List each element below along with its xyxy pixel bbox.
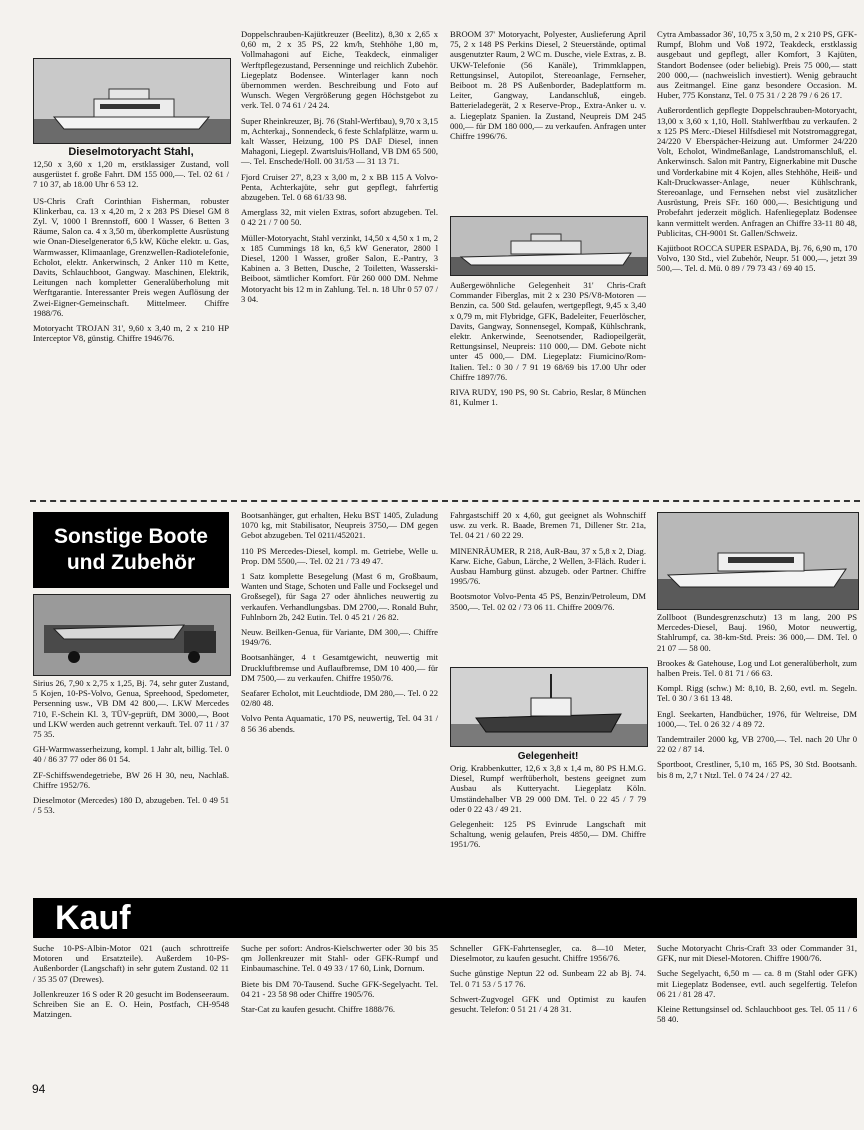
col3-top — [450, 29, 646, 146]
kauf-title: Kauf — [55, 899, 131, 937]
classified-ad: Seafarer Echolot, mit Leuchtdiode, DM 280,—. Tel. 0 22 02/80 48. — [241, 688, 438, 709]
classified-ad: 1 Satz komplette Besegelung (Mast 6 m, Großbaum, Wanten und Stage, Schoten und Falle und Focksegel und Großsegel), für Saga 27 oder ähnliches neuwertig zu verkaufen. Verhandlungsbas. DM 2700,—. Ronald Buhr, Fuhlnborn 2b, 242 Eutin. Tel. 0 45 21 / 26 82. — [241, 571, 438, 622]
classified-ad: Volvo Penta Aquamatic, 170 PS, neuwertig, Tel. 04 31 / 8 56 36 abends. — [241, 713, 438, 734]
kauf-col3 — [450, 943, 646, 1019]
classified-ad: US-Chris Craft Corinthian Fisherman, robuster Klinkerbau, ca. 13 x 4,20 m, 2 x 283 PS Diesel GM 8 Zyl. V, 1000 l Brennstoff, 600 l Wasser, 6 Betten 3 Räume, Salon ca. 4 x 3,50 m, überkomplette Ausrüstung wie Onan-Dieselgenerator 6,5 kW, Küche elektr. u. Gas, Warmwasser, Klimaanlage, Grenzwellen-Radiotelefonie, Echolot, elektr. Ankerwinsch, 2 Anker 110 m Kette, Davits, Schlauchboot, Gangway. Maschinen, Elektrik, Leitungen nach kompletter Generalüberholung mit Werftgarantie. Interessanter Preis wegen Auflösung der Zwei-Eigner-Gemeinschaft. Mittelmeer. Chiffre 1988/76. — [33, 195, 229, 318]
col2-top — [241, 29, 438, 309]
kauf-col2 — [241, 943, 438, 1019]
krabbenkutter-photo — [450, 667, 648, 747]
header-line: Sonstige Boote — [53, 525, 208, 548]
classified-ad: Schwert-Zugvogel GFK und Optimist zu kaufen gesucht. Telefon: 0 51 21 / 4 28 31. — [450, 993, 646, 1015]
col3-middle-lower — [450, 750, 646, 855]
classified-ad: Kleine Rettungsinsel od. Schlauchboot ges. Tel. 05 11 / 6 58 40. — [657, 1004, 857, 1025]
classified-ad: Bootsmotor Volvo-Penta 45 PS, Benzin/Petroleum, DM 3500,—. Tel. 02 02 / 73 06 11. Chiffre 2009/76. — [450, 591, 646, 612]
zollboot-photo — [657, 512, 859, 610]
ad-text: 12,50 x 3,60 x 1,20 m, erstklassiger Zustand, voll ausgerüstet f. große Fahrt. DM 155 000,—. Tel. 02 61 / 7 10 37, ab 18.00 Uhr 6 53 12. — [33, 159, 229, 190]
classified-ad: Motoryacht TROJAN 31', 9,60 x 3,40 m, 2 x 210 HP Interceptor V8, günstig. Chiffre 1946/76. — [33, 323, 229, 344]
classified-ad: Außergewöhnliche Gelegenheit 31' Chris-Craft Commander Fiberglas, mit 2 x 230 PS/V8-Motoren — Benzin, ca. 500 Std. gelaufen, wertgepflegt, 9,45 x 3,40 x 0,79 m, mit Flybridge, GFK, Badeleiter, Feuerlöscher, Davits, Gangway, Sonnensegel, Kompaß, Kühlschrank, elektr. Ankerwinde, Seenotsender, Radiopeilgerät, Rettungsinsel, Neupreis: 110 000,— DM. Gebote nicht unter 45 000,— DM. Liegeplatz: Fiumicino/Rom-Italien. Tel.: 0 30 / 7 91 19 68/69 bis 17.00 Uhr oder Chiffre 1897/76. — [450, 280, 646, 382]
classified-ad: Cytra Ambassador 36', 10,75 x 3,50 m, 2 x 210 PS, GFK-Rumpf, Blohm und Voß 1972, Teakdeck, erstklassig ausgebaut und gepflegt, aller Komfort, 3 Kajüten, Standort Bodensee (oder beliebig). Preis 75 000,— statt 200 000,— (nachweislich investiert). Wenig gebraucht aus Zeitmangel. Eine ganz besondere Occasion. M. Huber, 775 Konstanz, Tel. 0 75 31 / 2 28 79 / 6 26 17. — [657, 29, 857, 101]
classified-ad: Biete bis DM 70-Tausend. Suche GFK-Segelyacht. Tel. 04 21 - 23 58 98 oder Chiffre 1905/76. — [241, 978, 438, 999]
cruiser-photo — [450, 216, 648, 276]
page-number: 94 — [32, 1082, 46, 1096]
classified-ad: Jollenkreuzer 16 S oder R 20 gesucht im Bodenseeraum. Schreiben Sie an E. O. Hein, Postfach, CH-9548 Matzingen. — [33, 988, 229, 1020]
col3-middle — [450, 510, 646, 617]
classified-ad: RIVA RUDY, 190 PS, 90 St. Cabrio, Reslar, 8 München 81, Kulmer 1. — [450, 387, 646, 408]
classified-ad: Schneller GFK-Fahrtensegler, ca. 8—10 Meter, Dieselmotor, zu kaufen gesucht. Chiffre 1956/76. — [450, 943, 646, 964]
classified-ad: Fjord Cruiser 27', 8,23 x 3,00 m, 2 x BB 115 A Volvo-Penta, Achterkajüte, sehr gut gepflegt, fahrfertig abzugeben. Tel. 0 68 61/33 98. — [241, 171, 438, 203]
col1-middle — [33, 678, 229, 820]
header-line: und Zubehör — [66, 551, 196, 574]
classified-ad: Engl. Seekarten, Handbücher, 1976, für Weltreise, DM 1000,—. Tel. 0 26 32 / 4 89 72. — [657, 708, 857, 729]
yacht-photo — [33, 58, 231, 144]
classified-ad: Gelegenheit: 125 PS Evinrude Langschaft mit Schaltung, wenig gelaufen, Preis 4850,— DM. Chiffre 1951/76. — [450, 819, 646, 850]
classified-ad: Sirius 26, 7,90 x 2,75 x 1,25, Bj. 74, sehr guter Zustand, 5 Kojen, 10-PS-Volvo, Genua, Spreehood, Spedometer, Persenning usw., VB DM 42 800,—. LKW Mercedes 710, F.-Schein Kl. 3, TÜV-geprüft, DM 3000,—, Boot und LKW werden auch getrennt verkauft. Tel. 07 11 / 37 75 35. — [33, 678, 229, 740]
classified-ad: Bootsanhänger, 4 t Gesamtgewicht, neuwertig mit Druckluftbremse und Auflaufbremse, DM 10 400,— für DM 7500,— zu verkaufen. Chiffre 1950/76. — [241, 652, 438, 683]
classified-ad: Kompl. Rigg (schw.) M: 8,10, B. 2,60, evtl. m. Segeln. Tel. 0 30 / 3 61 13 48. — [657, 683, 857, 704]
classified-ad: Bootsanhänger, gut erhalten, Heku BST 1405, Zuladung 1070 kg, mit Stabilisator, Neupreis 3750,— DM gegen Gebot abzugeben. Tel 0211/452021. — [241, 510, 438, 541]
kauf-header — [33, 898, 857, 938]
classified-ad: Brookes & Gatehouse, Log und Lot generalüberholt, zum halben Preis. Tel. 0 81 71 / 66 63. — [657, 657, 857, 679]
sailboat-truck-photo — [33, 594, 231, 676]
classified-ad: Orig. Krabbenkutter, 12,6 x 3,8 x 1,4 m, 80 PS H.M.G. Diesel, Rumpf werftüberholt, bestens geeignet zum Ausbau als Kutteryacht. Liegeplatz Köln. Umständehalber VB 29 000 DM. Tel. 0 22 45 / 7 79 oder 0 22 43 / 49 21. — [450, 763, 646, 814]
classified-ad: Tandemtrailer 2000 kg, VB 2700,—. Tel. nach 20 Uhr 0 22 02 / 87 14. — [657, 734, 857, 755]
photo-caption: Gelegenheit! — [517, 751, 579, 762]
section-divider — [30, 500, 860, 502]
col1-top — [33, 145, 229, 348]
classified-ad: Kajütboot ROCCA SUPER ESPADA, Bj. 76, 6,90 m, 170 Volvo, 130 Std., viel Zubehör, Neupr. 51 000,—, jetzt 39 500,—. Tel. d. Mü. 0 89 / 79 73 43 / 69 40 15. — [657, 243, 857, 274]
col3-top-lower — [450, 280, 646, 412]
classified-ad: Amerglass 32, mit vielen Extras, sofort abzugeben. Tel. 0 42 21 / 7 00 50. — [241, 207, 438, 228]
classified-ad: Zollboot (Bundesgrenzschutz) 13 m lang, 200 PS Mercedes-Diesel, Bauj. 1960, Motor neuwertig, Stahlrumpf, ca. 38-km-Std. Preis: 36 000,— DM. Tel. 0 21 07 — 58 00. — [657, 612, 857, 653]
col4-middle — [657, 612, 857, 785]
classified-ad: Star-Cat zu kaufen gesucht. Chiffre 1888/76. — [241, 1004, 396, 1015]
classified-ad: MINENRÄUMER, R 218, AuR-Bau, 37 x 5,8 x 2, Diag. Karw. Eiche, Gabun, Lärche, 2 Wellen, 3-Fläch. Ruder i. Ausbau Hamburg günst. abzugeb. oder Partner. Chiffre 1995/76. — [450, 545, 646, 587]
classified-ad: ZF-Schiffswendegetriebe, BW 26 H 30, neu, Nachlaß. Chiffre 1952/76. — [33, 769, 229, 790]
sonstige-boote-header — [33, 512, 229, 588]
classified-ad: Super Rheinkreuzer, Bj. 76 (Stahl-Werftbau), 9,70 x 3,15 m, Achterkaj., Sonnendeck, 6 feste Schlafplätze, warm u. kalt Wasser, Heizung, 100 PS DAF Diesel, innen Mahagoni, Liegepl. Zwartsluis/Holland, VB DM 65 500,—. Tel. Enschede/Holl. 00 31/53 — 31 13 71. — [241, 115, 438, 167]
kauf-col1 — [33, 943, 229, 1024]
classified-ad: Außerordentlich gepflegte Doppelschrauben-Motoryacht, 13,00 x 3,60 x 1,10, Holl. Stahlwerftbau zu verkaufen. 2 x 125 PS Merc.-Diesel Hilfsdiesel mit Notstromaggregat, 24/220 V Eberspächer-Heizung aut. Umformer 24/220 Volt, Echolot, Windmeßanlage, Landstromanschluß, el. Ankerwinsch. Salon mit Pantry, Eignerkabine mit Dusche und Vorderkabine mit 4 Kojen, alles Stehhöhe, Heiß- und Kalt-Druckwasser-Anlage, neuer Kühlschrank, Stereoanlage, und Fernsehen nebst viel zusätzlicher Ausrüstung, Preis SFr. 160 000,—. Besichtigung und Probefahrt jederzeit möglich. Hafenliegeplatz Bodensee kann vermittelt werden. Anfragen an Chiffre 33-11 80 48, Publicitas, CH-9001 St. Gallen/Schweiz. — [657, 105, 857, 238]
classified-ad: 110 PS Mercedes-Diesel, kompl. m. Getriebe, Welle u. Prop. DM 5500,—. Tel. 02 21 / 73 49 47. — [241, 545, 438, 566]
photo-caption: Dieselmotoryacht Stahl, — [68, 146, 194, 158]
classified-ad: Suche günstige Neptun 22 od. Sunbeam 22 ab Bj. 74. Tel. 0 71 53 / 5 17 76. — [450, 968, 646, 989]
classified-ad: Doppelschrauben-Kajütkreuzer (Beelitz), 8,30 x 2,65 x 0,60 m, 2 x 35 PS, 22 km/h, Stehhöhe 1,80 m, Vollmahagoni auf Eiche, Teakdeck, einmaliger Werftpflegezustand, Persenninge und reichlich Zubehör. Liegeplatz Bodensee. Winterlager kann noch übernommen werden. Beschreibung und Foto auf Wunsch. Wegen Vergrößerung gegen Höchstgebot zu verk. Tel. 0 74 61 / 24 24. — [241, 29, 438, 111]
classified-ad: Müller-Motoryacht, Stahl verzinkt, 14,50 x 4,50 x 1 m, 2 x 185 Cummings 18 kn, 6,5 kW Generator, 2800 l Diesel, 1200 l Wasser, großer Salon, E.-Pantry, 3 Kabinen a. 3 Betten, Dusche, 2 Toiletten, Wasserski-Beiboot, sämtlicher Komfort. Für 260 000 DM. Nehme Motoryacht bis 12 m in Zahlung. Tel. n. 18 Uhr 0 57 07 / 3 04. — [241, 232, 438, 304]
col4-top — [657, 29, 857, 279]
classified-ad: Suche 10-PS-Albin-Motor 021 (auch schrottreife Motoren und Ersatzteile). Außerdem 10-PS-Außenborder (Langschaft) in sehr gutem Zustand. 02 11 / 35 35 07 (Drewes). — [33, 943, 229, 984]
classified-ad: Dieselmotor (Mercedes) 180 D, abzugeben. Tel. 0 49 51 / 5 53. — [33, 795, 229, 816]
classified-ad: Suche Motoryacht Chris-Craft 33 oder Commander 31, GFK, nur mit Diesel-Motoren. Chiffre 1900/76. — [657, 943, 857, 964]
classified-ad: BROOM 37' Motoryacht, Polyester, Auslieferung April 75, 2 x 148 PS Perkins Diesel, 2 Steuerstände, optimal ausgenutzter Raum, 2 WC m. Dusche, viele Extras, z. B. UKW-Telefonie (56 Kanäle), Trimmklappen, Rettungsinsel, Autopilot, Stereoanlage, Fernseher, Beiboot m. 28 PS Außenborder, Badeplattform m. Leiter, Gangway, Landanschluß, eingeb. Batterieladegerät, 2 x Reserve-Prop., Extra-Anker u. v. a. Liegeplatz Spanien. Ia Zustand, Neupreis DM 245 000,— für DM 180 000,— zu verkaufen. Anfragen unter Chiffre 1996/76. — [450, 29, 646, 142]
classified-ad: Suche per sofort: Andros-Kielschwerter oder 30 bis 35 qm Jollenkreuzer mit Stahl- oder GFK-Rumpf und Einbaumaschine. Tel. 0 49 33 / 17 60, Link, Dornum. — [241, 943, 438, 974]
classified-ad: Fahrgastschiff 20 x 4,60, gut geeignet als Wohnschiff usw. zu verk. R. Baade, Bremen 71, Dillener Str. 21a, Tel. 04 21 / 60 22 29. — [450, 510, 646, 541]
classified-ad: Suche Segelyacht, 6,50 m — ca. 8 m (Stahl oder GFK) mit Liegeplatz Bodensee, evtl. auch segelfertig. Telefon 06 21 / 81 28 47. — [657, 968, 857, 999]
classified-ad: GH-Warmwasserheizung, kompl. 1 Jahr alt, billig. Tel. 0 40 / 86 37 77 oder 86 01 54. — [33, 744, 229, 765]
classified-ad: Sportboot, Crestliner, 5,10 m, 165 PS, 30 Std. Bootsanh. bis 8 m, 2,7 t Ntzl. Tel. 0 74 24 / 27 42. — [657, 759, 857, 780]
classified-ad: Neuw. Beilken-Genua, für Variante, DM 300,—. Chiffre 1949/76. — [241, 627, 438, 648]
kauf-col4 — [657, 943, 857, 1029]
col2-middle — [241, 510, 438, 739]
